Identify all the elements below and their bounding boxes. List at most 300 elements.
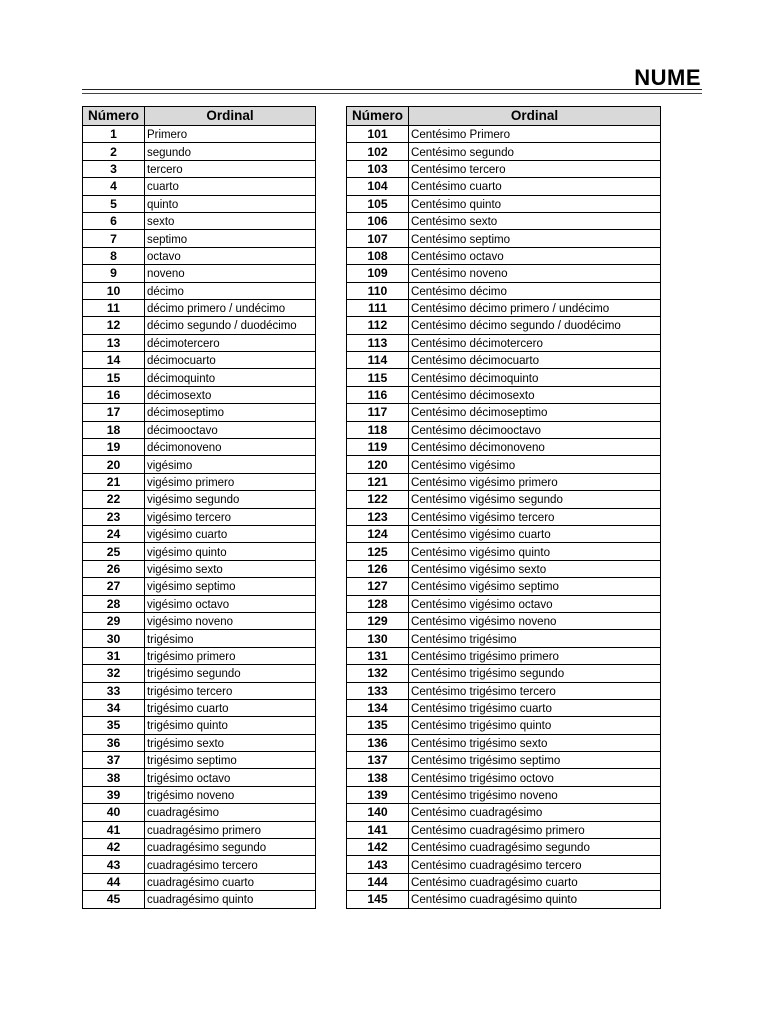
ordinal-cell: [145, 560, 316, 577]
ordinal-table-right: [346, 106, 661, 909]
ordinal-text: Centésimo cuadragésimo segundo: [411, 840, 590, 855]
number-cell: 145: [347, 891, 409, 908]
ordinal-cell: [409, 439, 661, 456]
ordinal-text: Centésimo décimoseptimo: [411, 405, 548, 420]
ordinal-text: trigésimo cuarto: [147, 701, 229, 716]
ordinal-cell: [409, 334, 661, 351]
table-row: [83, 682, 316, 699]
ordinal-cell: [409, 543, 661, 560]
ordinal-cell: [145, 699, 316, 716]
number-cell: 126: [347, 560, 409, 577]
table-row: [83, 856, 316, 873]
ordinal-text: trigésimo primero: [147, 648, 236, 663]
ordinal-text: cuadragésimo tercero: [147, 857, 258, 872]
ordinal-text: vigésimo segundo: [147, 492, 240, 507]
table-row: [347, 212, 661, 229]
ordinal-table-left: [82, 106, 316, 909]
table-row: [347, 543, 661, 560]
number-cell: 122: [347, 491, 409, 508]
number-cell: 124: [347, 525, 409, 542]
number-cell: 125: [347, 543, 409, 560]
number-cell: 111: [347, 299, 409, 316]
ordinal-text: Centésimo noveno: [411, 266, 508, 281]
ordinal-text: octavo: [147, 248, 181, 263]
table-row: [347, 439, 661, 456]
number-cell: 138: [347, 769, 409, 786]
ordinal-text: cuadragésimo cuarto: [147, 874, 254, 889]
number-cell: 117: [347, 404, 409, 421]
number-cell: 5: [83, 195, 145, 212]
number-cell: 45: [83, 891, 145, 908]
ordinal-text: cuarto: [147, 179, 179, 194]
ordinal-text: vigésimo: [147, 457, 193, 472]
number-cell: 27: [83, 578, 145, 595]
ordinal-text: Centésimo tercero: [411, 161, 506, 176]
ordinal-text: Centésimo segundo: [411, 144, 514, 159]
table-row: [83, 352, 316, 369]
ordinal-text: vigésimo quinto: [147, 544, 227, 559]
table-row: [347, 195, 661, 212]
ordinal-cell: [145, 421, 316, 438]
table-row: [347, 821, 661, 838]
number-cell: 115: [347, 369, 409, 386]
number-cell: 128: [347, 595, 409, 612]
ordinal-cell: [145, 195, 316, 212]
table-row: [347, 560, 661, 577]
number-cell: 101: [347, 126, 409, 143]
ordinal-text: Centésimo octavo: [411, 248, 504, 263]
number-cell: 104: [347, 178, 409, 195]
ordinal-text: Centésimo trigésimo primero: [411, 648, 559, 663]
ordinal-cell: [145, 352, 316, 369]
table-row: [83, 439, 316, 456]
table-row: [347, 299, 661, 316]
number-cell: 14: [83, 352, 145, 369]
ordinal-cell: [145, 369, 316, 386]
ordinal-text: Centésimo cuadragésimo tercero: [411, 857, 582, 872]
table-row: [83, 647, 316, 664]
ordinal-text: trigésimo segundo: [147, 666, 241, 681]
number-cell: 44: [83, 873, 145, 890]
ordinal-text: segundo: [147, 144, 191, 159]
number-cell: 135: [347, 717, 409, 734]
ordinal-cell: [409, 369, 661, 386]
ordinal-text: Centésimo quinto: [411, 196, 502, 211]
ordinal-cell: [409, 230, 661, 247]
table-row: [83, 717, 316, 734]
table-row: [83, 821, 316, 838]
ordinal-cell: [409, 578, 661, 595]
ordinal-cell: [409, 752, 661, 769]
table-row: [83, 178, 316, 195]
number-cell: 136: [347, 734, 409, 751]
column-header-number: Número: [347, 107, 409, 126]
ordinal-cell: [409, 491, 661, 508]
ordinal-text: vigésimo cuarto: [147, 527, 228, 542]
ordinal-cell: [409, 856, 661, 873]
number-cell: 2: [83, 143, 145, 160]
table-row: [83, 839, 316, 856]
table-row: [83, 769, 316, 786]
table-row: [83, 734, 316, 751]
table-row: [347, 804, 661, 821]
table-row: [83, 195, 316, 212]
ordinal-cell: [409, 630, 661, 647]
table-row: [347, 734, 661, 751]
ordinal-cell: [145, 804, 316, 821]
table-row: [347, 752, 661, 769]
number-cell: 106: [347, 212, 409, 229]
ordinal-text: Centésimo trigésimo: [411, 631, 517, 646]
ordinal-cell: [145, 647, 316, 664]
table-row: [347, 126, 661, 143]
number-cell: 107: [347, 230, 409, 247]
ordinal-cell: [145, 178, 316, 195]
table-row: [347, 682, 661, 699]
number-cell: 6: [83, 212, 145, 229]
ordinal-text: Centésimo Primero: [411, 127, 511, 142]
ordinal-cell: [145, 612, 316, 629]
number-cell: 18: [83, 421, 145, 438]
table-row: [347, 369, 661, 386]
number-cell: 21: [83, 473, 145, 490]
number-cell: 23: [83, 508, 145, 525]
ordinal-cell: [409, 839, 661, 856]
ordinal-cell: [145, 334, 316, 351]
ordinal-text: Centésimo trigésimo segundo: [411, 666, 565, 681]
page-title: NUME: [634, 65, 701, 90]
table-row: [347, 873, 661, 890]
table-row: [83, 873, 316, 890]
ordinal-text: sexto: [147, 214, 175, 229]
ordinal-text: Centésimo cuadragésimo cuarto: [411, 874, 578, 889]
number-cell: 131: [347, 647, 409, 664]
table-row: [347, 160, 661, 177]
number-cell: 134: [347, 699, 409, 716]
table-row: [83, 126, 316, 143]
ordinal-cell: [145, 282, 316, 299]
ordinal-cell: [145, 630, 316, 647]
table-row: [347, 699, 661, 716]
number-cell: 109: [347, 265, 409, 282]
ordinal-cell: [145, 212, 316, 229]
ordinal-cell: [409, 247, 661, 264]
number-cell: 25: [83, 543, 145, 560]
ordinal-text: Centésimo vigésimo septimo: [411, 579, 560, 594]
number-cell: 120: [347, 456, 409, 473]
ordinal-text: décimo: [147, 283, 184, 298]
table-row: [347, 143, 661, 160]
number-cell: 144: [347, 873, 409, 890]
number-cell: 110: [347, 282, 409, 299]
ordinal-cell: [145, 891, 316, 908]
table-row: [83, 299, 316, 316]
number-cell: 35: [83, 717, 145, 734]
table-row: [83, 525, 316, 542]
number-cell: 139: [347, 786, 409, 803]
number-cell: 121: [347, 473, 409, 490]
table-row: [347, 334, 661, 351]
ordinal-cell: [145, 230, 316, 247]
ordinal-cell: [145, 839, 316, 856]
number-cell: 16: [83, 386, 145, 403]
ordinal-text: trigésimo octavo: [147, 770, 231, 785]
number-cell: 30: [83, 630, 145, 647]
ordinal-text: décimotercero: [147, 335, 220, 350]
table-row: [83, 804, 316, 821]
table-row: [83, 891, 316, 908]
table-row: [83, 699, 316, 716]
ordinal-cell: [409, 612, 661, 629]
table-row: [347, 647, 661, 664]
ordinal-cell: [145, 404, 316, 421]
ordinal-text: cuadragésimo quinto: [147, 892, 254, 907]
ordinal-cell: [409, 717, 661, 734]
ordinal-text: Centésimo sexto: [411, 214, 498, 229]
ordinal-cell: [145, 873, 316, 890]
table-row: [347, 421, 661, 438]
ordinal-text: Primero: [147, 127, 188, 142]
ordinal-cell: [409, 212, 661, 229]
table-row: [83, 612, 316, 629]
table-row: [347, 525, 661, 542]
number-cell: 33: [83, 682, 145, 699]
table-row: [83, 282, 316, 299]
ordinal-cell: [409, 665, 661, 682]
table-row: [83, 665, 316, 682]
table-row: [347, 595, 661, 612]
table-row: [347, 856, 661, 873]
ordinal-text: décimosexto: [147, 388, 212, 403]
ordinal-cell: [409, 299, 661, 316]
number-cell: 24: [83, 525, 145, 542]
title-rule-bottom: [82, 93, 702, 94]
ordinal-cell: [145, 821, 316, 838]
table-row: [83, 212, 316, 229]
table-row: [83, 578, 316, 595]
table-row: [83, 595, 316, 612]
ordinal-text: trigésimo: [147, 631, 194, 646]
table-row: [83, 317, 316, 334]
table-row: [347, 456, 661, 473]
ordinal-text: cuadragésimo primero: [147, 822, 261, 837]
number-cell: 102: [347, 143, 409, 160]
table-row: [83, 543, 316, 560]
ordinal-text: vigésimo sexto: [147, 561, 223, 576]
ordinal-cell: [145, 265, 316, 282]
ordinal-text: vigésimo primero: [147, 475, 235, 489]
ordinal-cell: [409, 160, 661, 177]
ordinal-cell: [409, 352, 661, 369]
table-row: [347, 404, 661, 421]
ordinal-text: Centésimo décimocuarto: [411, 353, 540, 368]
number-cell: 105: [347, 195, 409, 212]
ordinal-cell: [145, 769, 316, 786]
ordinal-cell: [145, 491, 316, 508]
number-cell: 40: [83, 804, 145, 821]
number-cell: 140: [347, 804, 409, 821]
number-cell: 116: [347, 386, 409, 403]
table-row: [83, 404, 316, 421]
ordinal-cell: [409, 682, 661, 699]
ordinal-cell: [145, 856, 316, 873]
ordinal-text: trigésimo sexto: [147, 735, 225, 750]
ordinal-cell: [409, 525, 661, 542]
number-cell: 7: [83, 230, 145, 247]
table-row: [347, 282, 661, 299]
ordinal-text: Centésimo décimo: [411, 283, 507, 298]
table-row: [347, 612, 661, 629]
number-cell: 22: [83, 491, 145, 508]
table-row: [347, 473, 661, 490]
table-row: [83, 473, 316, 490]
ordinal-text: Centésimo vigésimo sexto: [411, 561, 547, 576]
ordinal-text: Centésimo vigésimo segundo: [411, 492, 563, 507]
number-cell: 141: [347, 821, 409, 838]
ordinal-cell: [145, 160, 316, 177]
ordinal-cell: [409, 421, 661, 438]
ordinal-text: décimo primero / undécimo: [147, 301, 286, 316]
ordinal-cell: [409, 126, 661, 143]
table-row: [83, 369, 316, 386]
ordinal-cell: [145, 508, 316, 525]
ordinal-text: Centésimo décimonoveno: [411, 440, 545, 455]
number-cell: 103: [347, 160, 409, 177]
ordinal-text: Centésimo décimo segundo / duodécimo: [411, 318, 621, 333]
table-row: [347, 578, 661, 595]
number-cell: 127: [347, 578, 409, 595]
ordinal-cell: [145, 439, 316, 456]
ordinal-text: Centésimo décimosexto: [411, 388, 535, 403]
ordinal-text: vigésimo septimo: [147, 579, 236, 594]
ordinal-text: Centésimo décimoquinto: [411, 370, 539, 385]
ordinal-text: Centésimo décimooctavo: [411, 422, 542, 437]
table-row: [347, 786, 661, 803]
number-cell: 11: [83, 299, 145, 316]
ordinal-text: Centésimo trigésimo noveno: [411, 788, 558, 803]
table-row: [347, 769, 661, 786]
ordinal-text: cuadragésimo segundo: [147, 840, 267, 855]
ordinal-cell: [409, 282, 661, 299]
table-row: [83, 386, 316, 403]
number-cell: 137: [347, 752, 409, 769]
header-row: [83, 107, 316, 126]
table-row: [83, 786, 316, 803]
ordinal-text: Centésimo décimotercero: [411, 335, 543, 350]
table-row: [83, 421, 316, 438]
ordinal-cell: [409, 873, 661, 890]
table-row: [347, 665, 661, 682]
ordinal-cell: [145, 456, 316, 473]
number-cell: 12: [83, 317, 145, 334]
ordinal-cell: [409, 804, 661, 821]
ordinal-text: Centésimo vigésimo: [411, 457, 516, 472]
number-cell: 28: [83, 595, 145, 612]
number-cell: 39: [83, 786, 145, 803]
ordinal-cell: [145, 595, 316, 612]
table-row: [83, 508, 316, 525]
ordinal-cell: [409, 265, 661, 282]
header-row: [347, 107, 661, 126]
number-cell: 19: [83, 439, 145, 456]
ordinal-cell: [145, 734, 316, 751]
table-row: [83, 560, 316, 577]
ordinal-text: Centésimo trigésimo octovo: [411, 770, 554, 785]
number-cell: 4: [83, 178, 145, 195]
number-cell: 15: [83, 369, 145, 386]
ordinal-text: trigésimo septimo: [147, 753, 237, 768]
column-header-number: Número: [83, 107, 145, 126]
ordinal-cell: [145, 665, 316, 682]
table-row: [347, 265, 661, 282]
ordinal-cell: [409, 769, 661, 786]
table-row: [347, 247, 661, 264]
ordinal-text: Centésimo vigésimo cuarto: [411, 527, 551, 542]
ordinal-text: Centésimo décimo primero / undécimo: [411, 301, 610, 316]
ordinal-text: Centésimo vigésimo noveno: [411, 614, 557, 629]
table-row: [347, 630, 661, 647]
ordinal-text: vigésimo noveno: [147, 614, 233, 629]
ordinal-cell: [409, 786, 661, 803]
ordinal-text: décimonoveno: [147, 440, 222, 455]
ordinal-cell: [409, 595, 661, 612]
ordinal-cell: [409, 734, 661, 751]
table-row: [347, 230, 661, 247]
number-cell: 43: [83, 856, 145, 873]
ordinal-text: septimo: [147, 231, 188, 246]
ordinal-text: trigésimo quinto: [147, 718, 228, 733]
number-cell: 112: [347, 317, 409, 334]
number-cell: 34: [83, 699, 145, 716]
ordinal-text: Centésimo trigésimo cuarto: [411, 701, 552, 716]
ordinal-text: Centésimo vigésimo quinto: [411, 544, 551, 559]
ordinal-cell: [409, 317, 661, 334]
table-row: [83, 230, 316, 247]
number-cell: 8: [83, 247, 145, 264]
ordinal-cell: [145, 543, 316, 560]
number-cell: 32: [83, 665, 145, 682]
ordinal-cell: [409, 143, 661, 160]
ordinal-cell: [409, 560, 661, 577]
table-row: [83, 247, 316, 264]
table-row: [347, 491, 661, 508]
ordinal-text: Centésimo vigésimo octavo: [411, 596, 553, 611]
number-cell: 130: [347, 630, 409, 647]
ordinal-text: Centésimo trigésimo quinto: [411, 718, 552, 733]
ordinal-text: décimo segundo / duodécimo: [147, 318, 297, 333]
ordinal-text: cuadragésimo: [147, 805, 219, 820]
number-cell: 38: [83, 769, 145, 786]
ordinal-cell: [409, 508, 661, 525]
number-cell: 31: [83, 647, 145, 664]
number-cell: 108: [347, 247, 409, 264]
number-cell: 113: [347, 334, 409, 351]
table-row: [347, 178, 661, 195]
table-row: [83, 160, 316, 177]
number-cell: 114: [347, 352, 409, 369]
ordinal-cell: [409, 404, 661, 421]
ordinal-cell: [145, 578, 316, 595]
ordinal-cell: [145, 143, 316, 160]
number-cell: 20: [83, 456, 145, 473]
number-cell: 1: [83, 126, 145, 143]
ordinal-text: Centésimo trigésimo tercero: [411, 683, 556, 698]
title-rule-top: [82, 89, 702, 90]
ordinal-text: Centésimo trigésimo septimo: [411, 753, 561, 768]
ordinal-text: Centésimo cuadragésimo quinto: [411, 892, 578, 907]
ordinal-text: décimoquinto: [147, 370, 216, 385]
number-cell: 17: [83, 404, 145, 421]
